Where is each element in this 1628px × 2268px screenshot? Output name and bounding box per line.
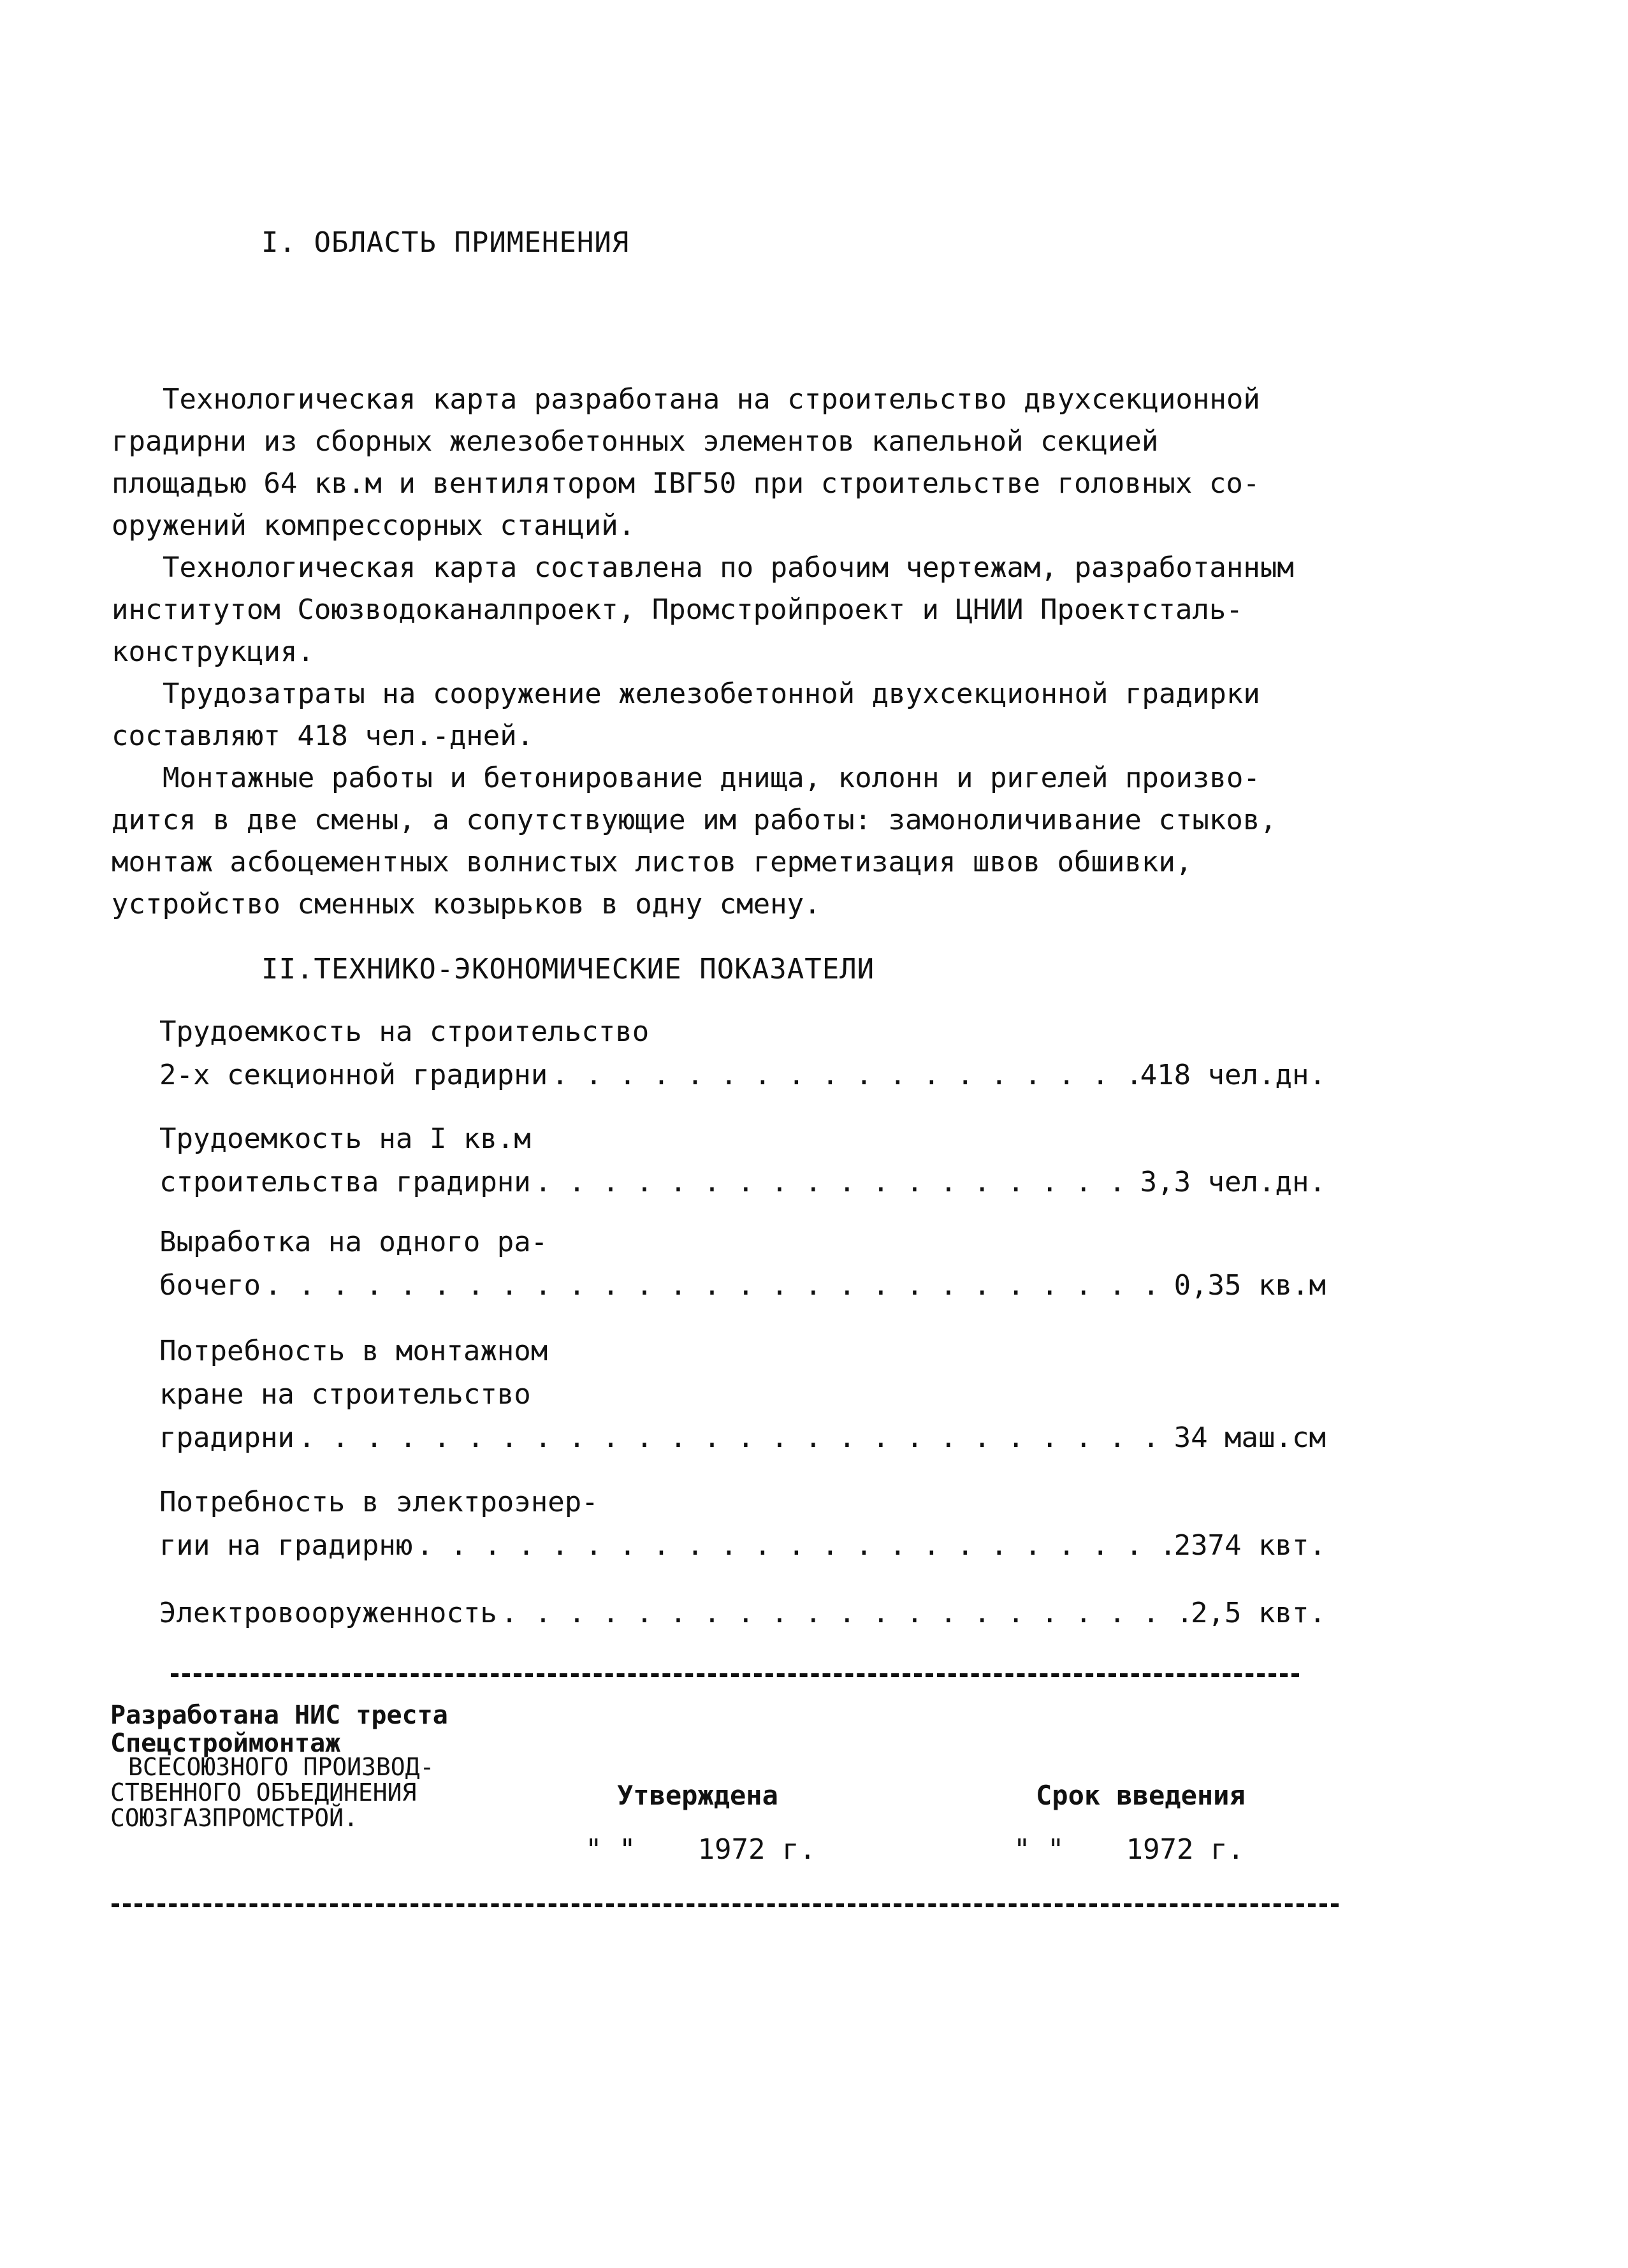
metric-value: 2,5 квт. [1191,1597,1326,1629]
leader-dots [531,1161,1140,1204]
effective-label: Срок введения [1036,1780,1246,1811]
metric-label: 2-х секционной градирни [159,1059,548,1091]
metric-value: 2374 квт. [1174,1529,1326,1562]
metric-label: Потребность в монтажном [159,1335,548,1367]
paragraph-line: градирни из сборных железобетонных элементов капельной секцией [112,425,1159,458]
metric-output-per-worker [159,1221,1326,1307]
approved-date [585,1833,816,1866]
section-1-title: I. ОБЛАСТЬ ПРИМЕНЕНИЯ [261,226,630,259]
dashed-divider-top [171,1673,1299,1677]
leader-dots [261,1264,1174,1307]
leader-dots [294,1416,1174,1460]
dashed-divider-bottom [112,1903,1339,1907]
metric-label: Электровооруженность [159,1597,497,1629]
approved-label: Утверждена [617,1780,778,1811]
paragraph-line: дится в две смены, а сопутствующие им работы: замоноличивание стыков, [112,804,1277,836]
paragraph-line: монтаж асбоцементных волнистых листов герметизация швов обшивки, [112,846,1193,878]
paragraph-line: Технологическая карта разработана на строительство двухсекционной [163,383,1260,416]
leader-dots [497,1592,1191,1635]
organization-line: СТВЕННОГО ОБЪЕДИНЕНИЯ [110,1778,417,1806]
metric-label: кране на строительство [159,1378,531,1411]
organization-line: ВСЕСОЮЗНОГО ПРОИЗВОД- [128,1753,435,1781]
metric-labor-intensity [159,1010,1326,1097]
metric-value: 3,3 чел.дн. [1140,1166,1326,1198]
metric-label: Выработка на одного ра- [159,1226,548,1258]
section-2-title: II.ТЕХНИКО-ЭКОНОМИЧЕСКИЕ ПОКАЗАТЕЛИ [261,953,875,985]
paragraph-line: Технологическая карта составлена по рабочим чертежам, разработанным [163,551,1294,584]
metric-crane-need [159,1330,1326,1460]
approved-year: 1972 г. [697,1833,816,1866]
metric-value: 34 маш.см [1174,1421,1326,1454]
organization-stamp [110,1754,434,1831]
effective-quote: " " [1014,1833,1065,1866]
effective-year: 1972 г. [1126,1833,1244,1866]
paragraph-2 [112,547,1342,673]
organization-line: СОЮЗГАЗПРОМСТРОЙ. [110,1804,358,1832]
paragraph-line: Монтажные работы и бетонирование днища, колонн и ригелей произво- [163,762,1260,794]
developer-line-1: Разработана НИС треста [110,1701,448,1730]
paragraph-line: площадью 64 кв.м и вентилятором IВГ50 при строительстве головных со- [112,467,1260,500]
metric-label: гии на градирню [159,1529,413,1562]
paragraph-line: институтом Союзводоканалпроект, Промстройпроект и ЦНИИ Проектсталь- [112,593,1243,626]
paragraph-4 [112,757,1342,926]
leader-dots [548,1054,1140,1097]
paragraph-line: конструкция. [112,636,314,668]
metric-power-ratio [159,1592,1326,1635]
paragraph-1 [112,379,1342,547]
effective-date [1014,1833,1244,1866]
paragraph-line: оружений компрессорных станций. [112,509,636,542]
metric-label: Потребность в электроэнер- [159,1486,599,1518]
metric-labor-per-sqm [159,1117,1326,1204]
metric-label: градирни [159,1421,294,1454]
metric-label: бочего [159,1269,261,1302]
paragraph-line: Трудозатраты на сооружение железобетонной двухсекционной градирки [163,678,1260,710]
paragraph-line: составляют 418 чел.-дней. [112,720,534,752]
leader-dots [412,1524,1174,1567]
paragraph-line: устройство сменных козырьков в одну смену. [112,888,821,920]
metric-label: строительства градирни [159,1166,531,1198]
metric-label: Трудоемкость на строительство [159,1015,650,1048]
metric-power-need [159,1481,1326,1567]
metric-value: 0,35 кв.м [1174,1269,1326,1302]
metric-label: Трудоемкость на I кв.м [159,1123,531,1155]
developer-line-2: Спецстроймонтаж [110,1729,341,1758]
paragraph-3 [112,673,1342,757]
approved-quote: " " [585,1833,636,1866]
metric-value: 418 чел.дн. [1140,1059,1326,1091]
